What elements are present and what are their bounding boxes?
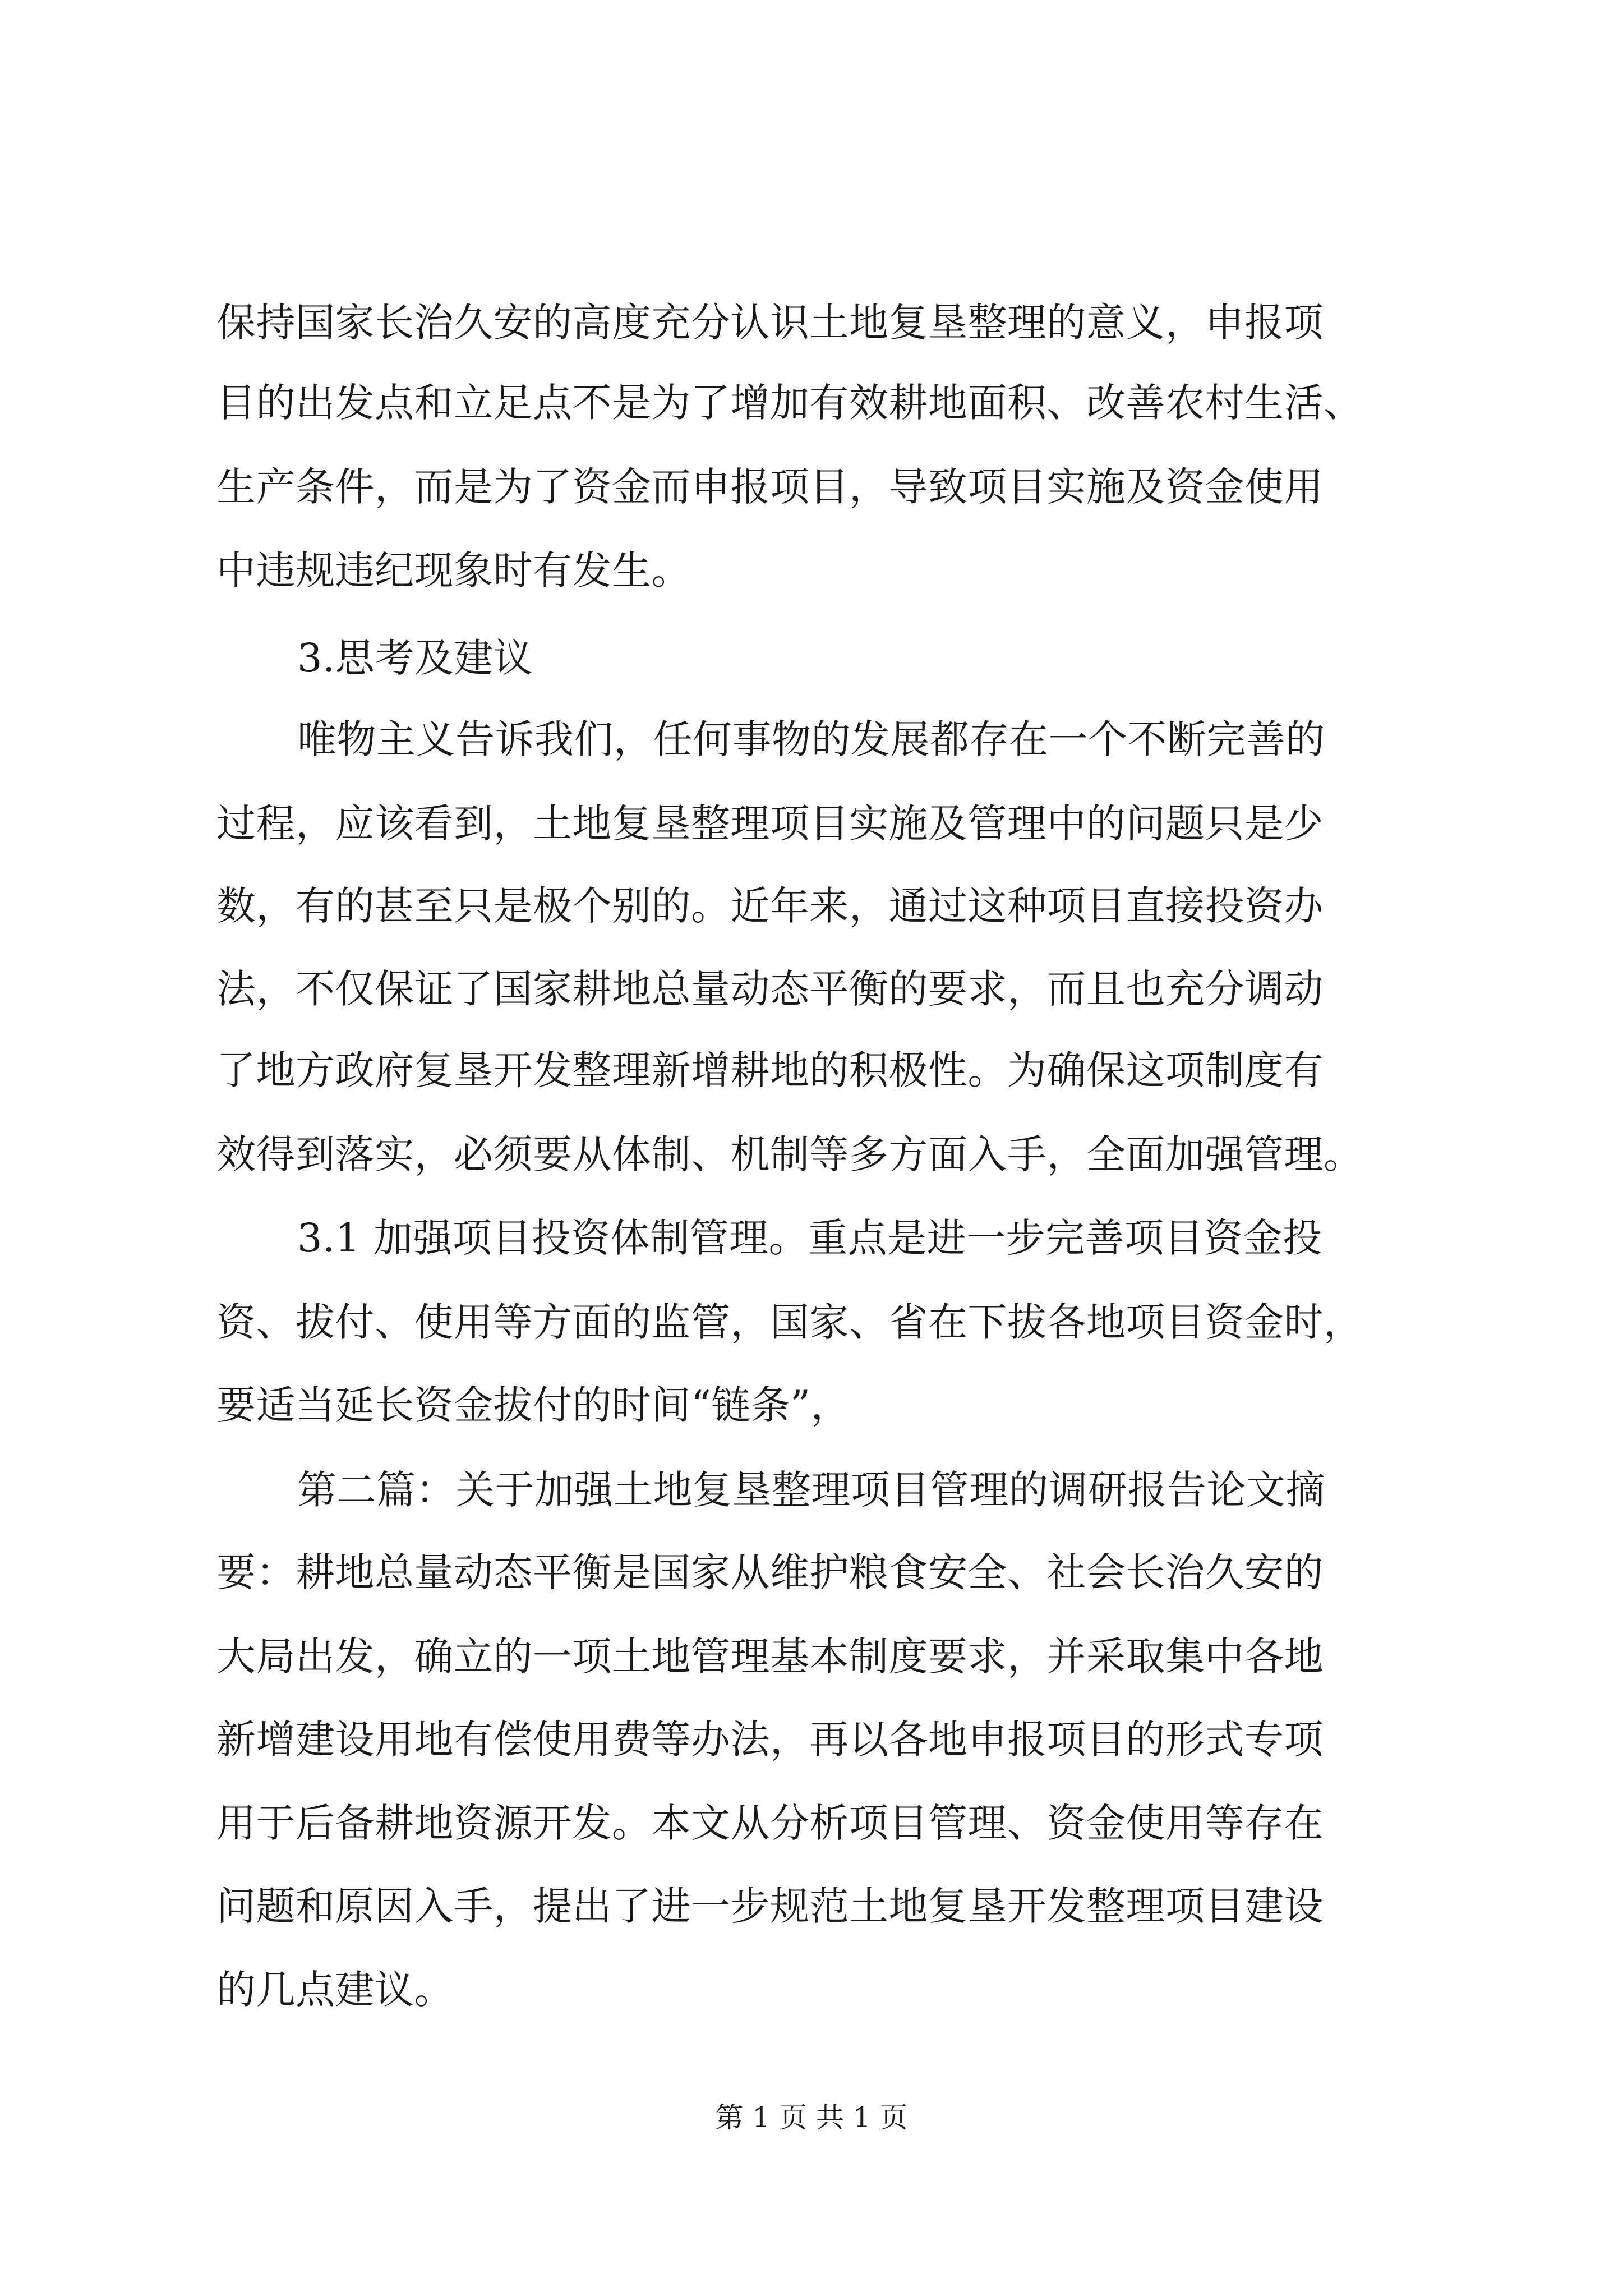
text-line-10: 了地方政府复垦开发整理新增耕地的积极性。为确保这项制度有 (216, 1047, 1324, 1093)
page-footer: 第 1 页 共 1 页 (715, 2101, 908, 2134)
text-line-8: 数，有的甚至只是极个别的。近年来，通过这种项目直接投资办 (216, 883, 1324, 929)
chapter-heading-line: 第二篇：关于加强土地复垦整理项目管理的调研报告论文摘 (297, 1467, 1325, 1513)
text-line-2: 目的出发点和立足点不是为了增加有效耕地面积、改善农村生活、 (216, 380, 1363, 426)
text-line-19: 用于后备耕地资源开发。本文从分析项目管理、资金使用等存在 (216, 1800, 1324, 1846)
text-line-9: 法，不仅保证了国家耕地总量动态平衡的要求，而且也充分调动 (216, 966, 1324, 1012)
text-line-6: 唯物主义告诉我们，任何事物的发展都存在一个不断完善的 (297, 716, 1325, 762)
text-line-4: 中违规违纪现象时有发生。 (216, 547, 691, 593)
text-line-21: 的几点建议。 (216, 1967, 454, 2013)
text-line-17: 大局出发，确立的一项土地管理基本制度要求，并采取集中各地 (216, 1634, 1324, 1680)
subsection-line: 3.1 加强项目投资体制管理。重点是进一步完善项目资金投 (297, 1215, 1322, 1261)
text-line-3: 生产条件，而是为了资金而申报项目，导致项目实施及资金使用 (216, 464, 1324, 510)
text-line-11: 效得到落实，必须要从体制、机制等多方面入手，全面加强管理。 (216, 1131, 1363, 1177)
text-line-18: 新增建设用地有偿使用费等办法，再以各地申报项目的形式专项 (216, 1717, 1324, 1763)
text-line-1: 保持国家长治久安的高度充分认识土地复垦整理的意义，申报项 (216, 300, 1324, 346)
text-line-7: 过程，应该看到，土地复垦整理项目实施及管理中的问题只是少 (216, 800, 1324, 846)
text-line-20: 问题和原因入手，提出了进一步规范土地复垦开发整理项目建设 (216, 1883, 1324, 1929)
text-line-14: 要适当延长资金拔付的时间“链条”， (216, 1382, 851, 1428)
text-line-16: 要：耕地总量动态平衡是国家从维护粮食安全、社会长治久安的 (216, 1549, 1324, 1595)
text-line-13: 资、拔付、使用等方面的监管，国家、省在下拔各地项目资金时， (216, 1299, 1363, 1345)
section-heading: 3.思考及建议 (297, 635, 533, 681)
